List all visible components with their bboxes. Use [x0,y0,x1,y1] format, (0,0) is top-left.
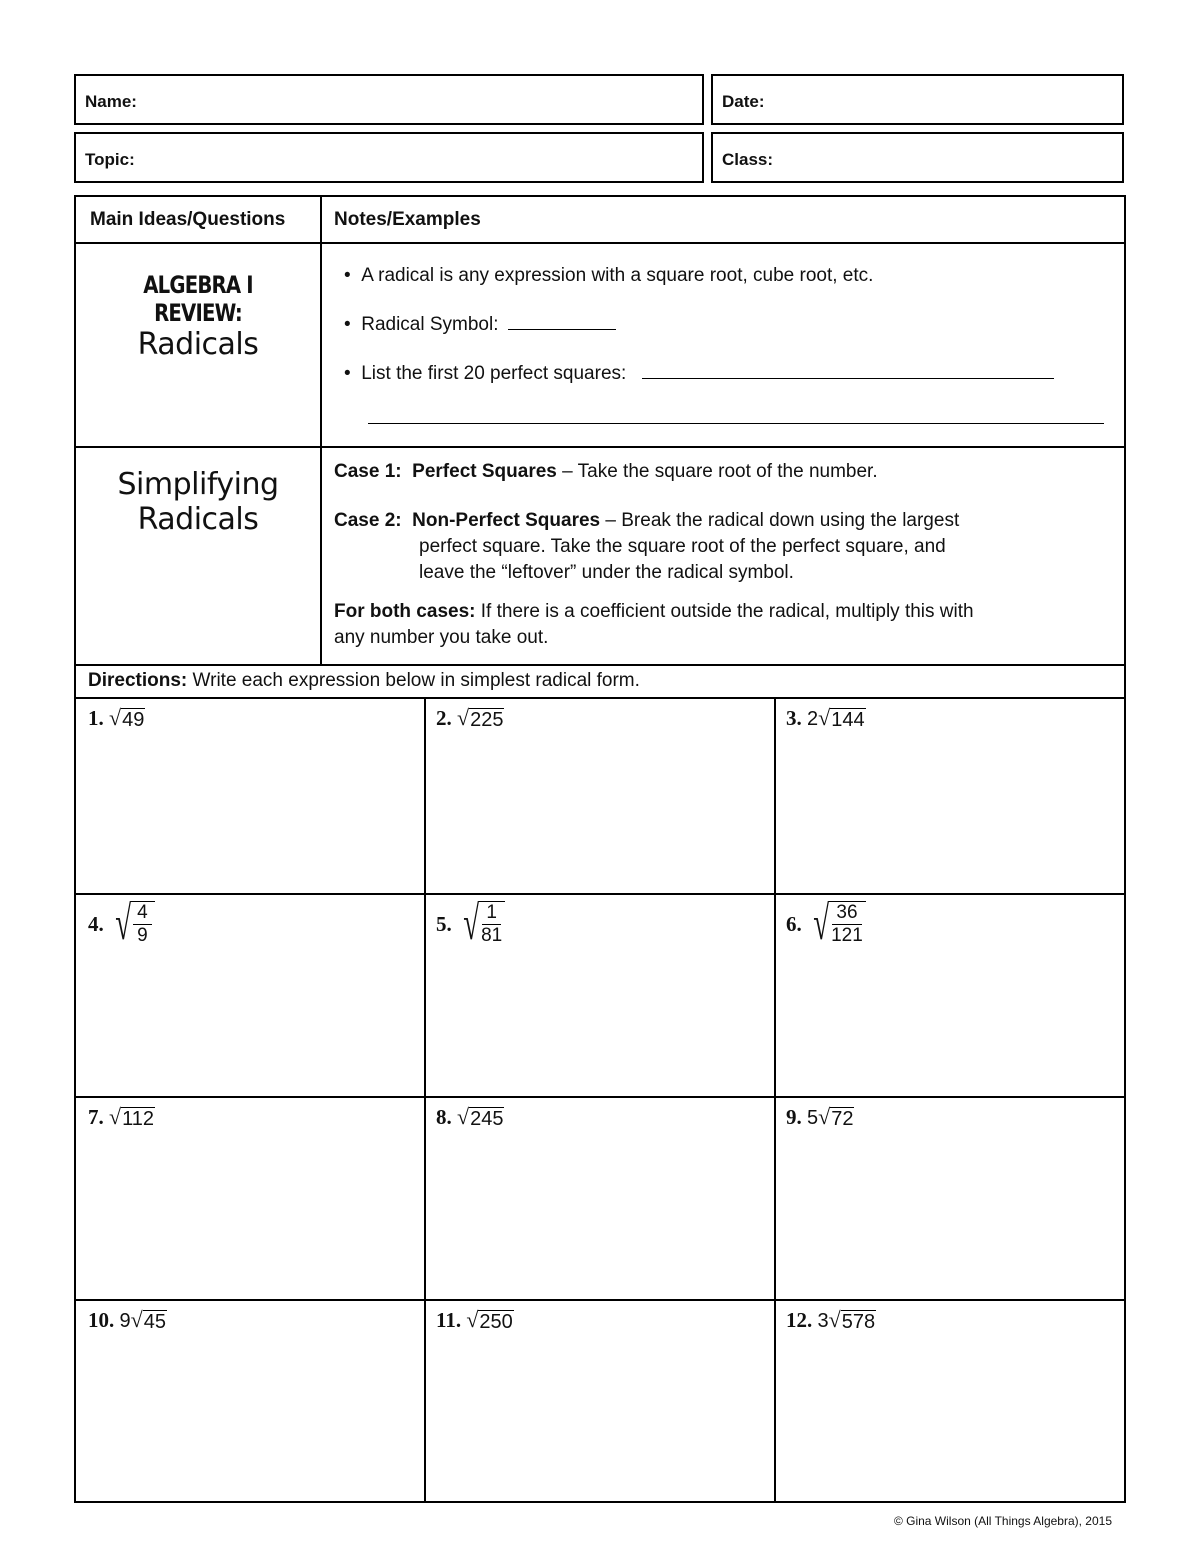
section-title-simplifying: Simplifying Radicals [117,467,279,537]
bullet-radical-symbol: • Radical Symbol: [334,313,616,336]
radical-icon: √ [109,1104,122,1129]
radical-icon: √ [130,1307,143,1332]
radical-symbol-blank[interactable] [508,313,616,330]
radical-icon: √ [115,897,131,950]
case1-text: Case 1: Perfect Squares – Take the square root of the number. [334,461,878,482]
problem-8[interactable]: 8. √ 245 [436,1104,504,1130]
divider [320,197,322,664]
problem-10[interactable]: 10. 9 √ 45 [88,1307,166,1333]
divider [76,242,1124,244]
column-header-notes: Notes/Examples [334,209,481,230]
class-label: Class: [722,150,774,169]
problem-12[interactable]: 12. 3 √ 578 [786,1307,876,1333]
problem-3[interactable]: 3. 2 √ 144 [786,705,865,731]
problem-9[interactable]: 9. 5 √ 72 [786,1104,854,1130]
radical-icon: √ [818,1104,831,1129]
directions: Directions: Write each expression below in simplest radical form. [88,670,640,691]
bullet-radical-definition: • A radical is any expression with a square root, cube root, etc. [344,265,874,286]
problem-6[interactable]: 6. √ $\frac{36}{121}$ [786,901,866,947]
both-cases-text: For both cases: If there is a coefficient outside the radical, multiply this with [334,601,974,622]
radical-icon: √ [457,705,470,730]
case2-text-cont: perfect square. Take the square root of the perfect square, and [419,536,946,557]
radical-icon: √ [466,1307,479,1332]
divider [424,697,426,1503]
divider [76,893,1124,895]
divider [76,1096,1124,1098]
divider [76,664,1124,666]
problem-11[interactable]: 11. √ 250 [436,1307,513,1333]
both-cases-text-cont: any number you take out. [334,627,549,648]
divider [76,1299,1124,1301]
topic-field[interactable] [74,132,704,183]
copyright-footer: © Gina Wilson (All Things Algebra), 2015 [893,1514,1112,1528]
problem-7[interactable]: 7. √ 112 [88,1104,154,1130]
perfect-squares-blank-2[interactable] [368,423,1104,424]
radical-icon: √ [818,705,831,730]
class-field[interactable] [711,132,1124,183]
name-field[interactable] [74,74,704,125]
notes-table [74,195,1126,1503]
radical-icon: √ [109,705,122,730]
section-title-review: ALGEBRA I REVIEW: Radicals [137,271,259,362]
case2-text-cont: leave the “leftover” under the radical symbol. [419,562,794,583]
problem-1[interactable]: 1. √ 49 [88,705,145,731]
case2-text: Case 2: Non-Perfect Squares – Break the radical down using the largest [334,510,960,531]
radical-icon: √ [813,897,829,950]
radical-icon: √ [463,897,479,950]
topic-label: Topic: [85,150,135,169]
column-header-main: Main Ideas/Questions [90,209,286,230]
problem-2[interactable]: 2. √ 225 [436,705,504,731]
divider [774,697,776,1503]
divider [76,697,1124,699]
radical-icon: √ [457,1104,470,1129]
problem-5[interactable]: 5. √ $\frac{1}{81}$ [436,901,505,947]
bullet-perfect-squares: • List the first 20 perfect squares: [334,362,1054,385]
date-field[interactable] [711,74,1124,125]
perfect-squares-blank-1[interactable] [642,362,1054,379]
radical-icon: √ [828,1307,841,1332]
divider [76,446,1124,448]
name-label: Name: [85,92,137,111]
problem-4[interactable]: 4. √ $\frac{4}{9}$ [88,901,155,947]
date-label: Date: [722,92,765,111]
